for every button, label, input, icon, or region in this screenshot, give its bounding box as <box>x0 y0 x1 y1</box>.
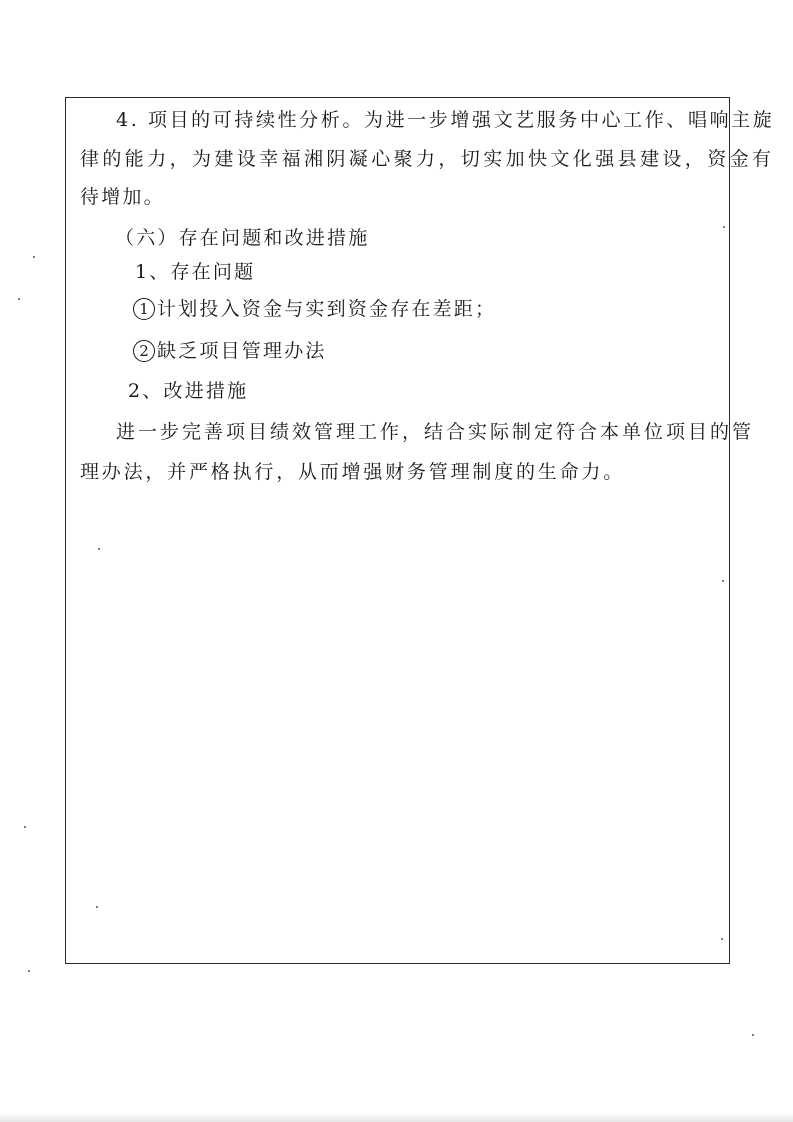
paragraph-sustainability-line-1: 4. 项目的可持续性分析。为进一步增强文艺服务中心工作、唱响主旋 <box>116 109 775 131</box>
scan-speck <box>721 938 723 940</box>
problem-item-2-text: 缺乏项目管理办法 <box>157 340 327 362</box>
scan-speck <box>722 580 724 582</box>
circled-number-2-icon: 2 <box>133 340 155 362</box>
scan-speck <box>96 906 98 908</box>
paragraph-improvement-line-1: 进一步完善项目绩效管理工作，结合实际制定符合本单位项目的管 <box>116 421 755 443</box>
paragraph-sustainability-line-3: 待增加。 <box>80 186 165 208</box>
subheading-improvement-measures: 2、改进措施 <box>128 380 249 402</box>
scan-speck <box>28 970 30 972</box>
scan-speck <box>98 548 100 550</box>
scan-speck <box>723 226 725 228</box>
scan-speck <box>24 826 26 828</box>
problem-item-1-text: 计划投入资金与实到资金存在差距； <box>157 298 497 320</box>
circled-number-1-icon: 1 <box>133 298 155 320</box>
scan-speck <box>33 256 35 258</box>
problem-item-2 <box>133 339 327 363</box>
section-heading-problems-measures: （六）存在问题和改进措施 <box>115 227 370 249</box>
paragraph-improvement-line-2: 理办法，并严格执行，从而增强财务管理制度的生命力。 <box>80 461 626 483</box>
scan-speck <box>18 298 20 300</box>
subheading-existing-problems: 1、存在问题 <box>135 261 256 283</box>
paragraph-sustainability-line-2: 律的能力，为建设幸福湘阴凝心聚力，切实加快文化强县建设，资金有 <box>80 148 775 170</box>
scan-speck <box>752 1034 754 1036</box>
scan-bottom-edge <box>0 1112 793 1122</box>
problem-item-1 <box>133 297 496 321</box>
